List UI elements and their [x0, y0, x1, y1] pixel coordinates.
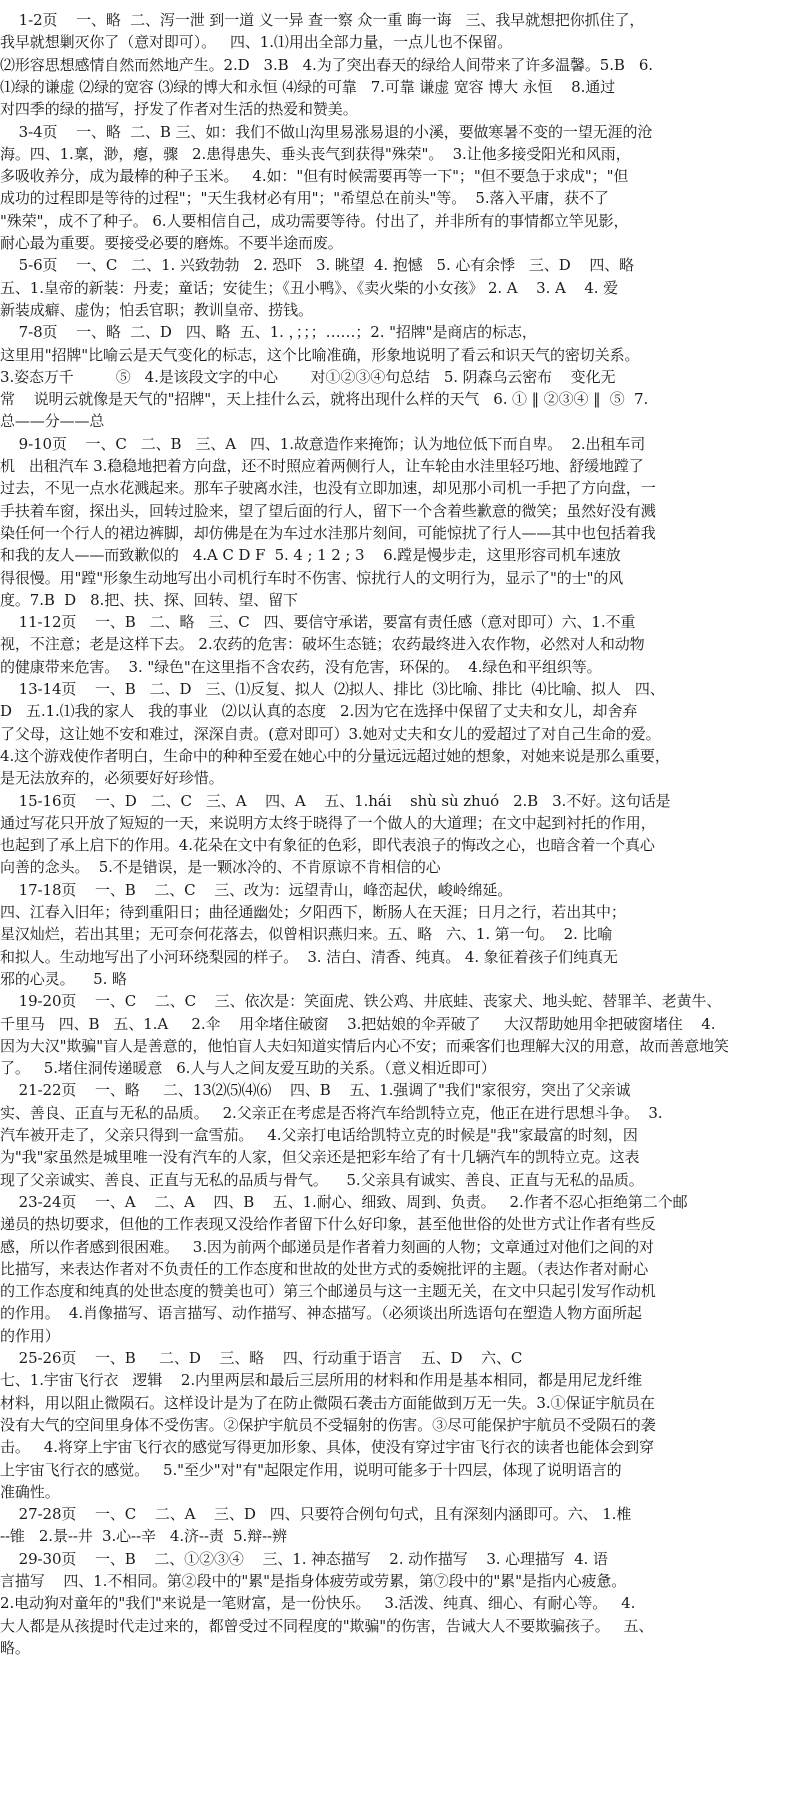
text-line: 也起到了承上启下的作用。4.花朵在文中有象征的色彩，即代表浪子的悔改之心，也暗含着一个真心: [0, 836, 655, 855]
text-line: 的健康带来危害。 3. "绿色"在这里指不含农药，没有危害，环保的。 4.绿色和平组织等。: [0, 657, 602, 676]
text-line: 大人都是从孩提时代走过来的，都曾受过不同程度的"欺骗"的伤害，告诫大人不要欺骗孩子。 五、: [0, 1616, 654, 1635]
text-line: 递员的热切要求，但他的工作表现又没给作者留下什么好印象，甚至他世俗的处世方式让作者有些反: [0, 1215, 656, 1234]
text-line: 机 出租汽车 3.稳稳地把着方向盘，还不时照应着两侧行人，让车轮由水洼里轻巧地、舒缓地蹚了: [0, 457, 644, 475]
text-line: 13-14页 一、B 二、D 三、⑴反复、拟人 ⑵拟人、排比 ⑶比喻、排比 ⑷比喻、拟人 四、: [0, 680, 665, 698]
text-line: 多吸收养分，成为最棒的种子玉米。 4.如："但有时候需要再等一下"；"但不要急于求成"；"但: [0, 167, 629, 186]
text-line: 略。: [0, 1638, 30, 1657]
text-line: 对四季的绿的描写，抒发了作者对生活的热爱和赞美。: [0, 100, 358, 119]
text-line: 现了父亲诚实、善良、正直与无私的品质与骨气。 5.父亲具有诚实、善良、正直与无私的品质。: [0, 1170, 644, 1189]
text-line: "殊荣"，成不了种子。 6.人要相信自己，成功需要等待。付出了，并非所有的事情都立竿见影，: [0, 211, 629, 230]
text-line: 4.这个游戏使作者明白，生命中的种种至爱在她心中的分量远远超过她的想象，对她来说是那么重要，: [0, 746, 670, 765]
text-line: 3.姿态万千 ⑤ 4.是该段文字的中心 对①②③④句总结 5. 阴森乌云密布 变化无: [0, 367, 616, 386]
text-line: 上宇宙飞行衣的感觉。 5."至少"对"有"起限定作用，说明可能多于十四层，体现了说明语言的: [0, 1460, 622, 1479]
text-line: 和我的友人——而致歉似的 4.A C D F 5. 4 ; 1 2 ; 3 6.蹚是慢步走，这里形容司机车速放: [0, 546, 621, 565]
text-line: 手扶着车窗，探出头，回转过脸来，望了望后面的行人，留下一个含着些歉意的微笑；虽然好没有溅: [0, 501, 656, 520]
text-line: 25-26页 一、B 二、D 三、略 四、行动重于语言 五、D 六、C: [0, 1349, 523, 1367]
text-line: 为"我"家虽然是城里唯一没有汽车的人家，但父亲还是把彩车给了有十几辆汽车的凯特立克。这表: [0, 1148, 640, 1167]
text-line: 感，所以作者感到很困难。 3.因为前两个邮递员是作者着力刻画的人物；文章通过对他们之间的对: [0, 1237, 654, 1256]
text-line: 过去，不见一点水花溅起来。那车子驶离水洼，也没有立即加速，却见那小司机一手把了方向盘，一: [0, 479, 656, 498]
text-line: 因为大汉"欺骗"盲人是善意的，他怕盲人夫妇知道实情后内心不安；而乘客们也理解大汉的用意，故而善意地笑: [0, 1036, 729, 1055]
text-line: 这里用"招牌"比喻云是天气变化的标志，这个比喻准确，形象地说明了看云和识天气的密切关系。: [0, 345, 640, 364]
text-line: 11-12页 一、B 二、略 三、C 四、要信守承诺，要富有责任感（意对即可）六、1.不重: [0, 613, 636, 632]
text-line: D 五.1.⑴我的家人 我的事业 ⑵以认真的态度 2.因为它在选择中保留了丈夫和女儿，却舍弃: [0, 702, 638, 721]
text-line: 27-28页 一、C 二、A 三、D 四、只要符合例句句式，且有深刻内涵即可。六、 1.椎: [0, 1505, 632, 1524]
text-line: 千里马 四、B 五、1.A 2.伞 用伞堵住破窗 3.把姑娘的伞弄破了 大汉帮助她用伞把破窗堵住 4.: [0, 1014, 716, 1033]
text-line: 击。 4.将穿上宇宙飞行衣的感觉写得更加形象、具体，使没有穿过宇宙飞行衣的读者也能体会到穿: [0, 1438, 654, 1457]
text-line: 实、善良、正直与无私的品质。 2.父亲正在考虑是否将汽车给凯特立克，他正在进行思想斗争。 3.: [0, 1103, 663, 1122]
text-line: --锥 2.景--井 3.心--辛 4.济--责 5.辩--辨: [0, 1527, 287, 1546]
text-line: 邪的心灵。 5. 略: [0, 969, 127, 988]
text-line: 五、1.皇帝的新装：丹麦；童话；安徒生；《丑小鸭》、《卖火柴的小女孩》 2. A 3. A 4. 爱: [0, 278, 619, 297]
text-line: 度。7.B D 8.把、扶、探、回转、望、留下: [0, 590, 298, 609]
text-line: 成功的过程即是等待的过程"；"天生我材必有用"；"希望总在前头"等。 5.落入平庸，获不了: [0, 189, 609, 208]
text-line: 21-22页 一、略 二、13⑵⑸⑷⑹ 四、B 五、1.强调了"我们"家很穷，突出了父亲诚: [0, 1081, 631, 1100]
text-line: 汽车被开走了，父亲只得到一盒雪茄。 4.父亲打电话给凯特立克的时候是"我"家最富的时刻，因: [0, 1126, 638, 1144]
text-line: 总——分——总: [0, 412, 105, 431]
text-line: 材料，用以阻止微陨石。这样设计是为了在防止微陨石袭击方面能做到万无一失。3.①保证宇航员在: [0, 1393, 655, 1412]
text-line: ⑴绿的谦虚 ⑵绿的宽容 ⑶绿的博大和永恒 ⑷绿的可靠 7.可靠 谦虚 宽容 博大 永恒 8.通过: [0, 77, 616, 96]
text-line: 耐心最为重要。要接受必要的磨炼。不要半途而废。: [0, 234, 343, 252]
text-line: 3-4页 一、略 二、B 三、如：我们不做山沟里易涨易退的小溪，要做寒暑不变的一望无涯的沧: [0, 122, 653, 141]
text-line: 准确性。: [0, 1482, 60, 1501]
text-line: ⑵形容思想感情自然而然地产生。2.D 3.B 4.为了突出春天的绿给人间带来了许多温馨。5.B 6.: [0, 55, 653, 74]
text-line: 17-18页 一、B 二、C 三、改为：远望青山，峰峦起伏，峻岭绵延。: [0, 880, 513, 899]
text-line: 29-30页 一、B 二、①②③④ 三、1. 神态描写 2. 动作描写 3. 心理描写 4. 语: [0, 1549, 608, 1568]
text-line: 23-24页 一、A 二、A 四、B 五、1.耐心、细致、周到、负责。 2.作者不忍心拒绝第二个邮: [0, 1192, 688, 1211]
text-line: 5-6页 一、C 二、1. 兴致勃勃 2. 恐吓 3. 眺望 4. 抱憾 5. 心有余悸 三、D 四、略: [0, 256, 635, 275]
text-line: 言描写 四、1.不相同。第②段中的"累"是指身体疲劳或劳累，第⑦段中的"累"是指内心疲惫。: [0, 1572, 627, 1590]
text-line: 19-20页 一、C 二、C 三、依次是：笑面虎、铁公鸡、井底蛙、丧家犬、地头蛇、替罪羊、老黄牛、: [0, 992, 722, 1011]
text-line: 和拟人。生动地写出了小河环绕梨园的样子。 3. 洁白、清香、纯真。 4. 象征着孩子们纯真无: [0, 947, 618, 966]
text-line: 15-16页 一、D 二、C 三、A 四、A 五、1.hái shù sù zhuó 2.B 3.不好。这句话是: [0, 791, 671, 810]
text-line: 染任何一个行人的裙边裤脚，却仿佛是在为车过水洼那片刻间，可能惊扰了行人——其中也包括着我: [0, 523, 656, 542]
text-line: 1-2页 一、略 二、泻一泄 到一道 义一异 查一察 众一重 晦一诲 三、我早就想把你抓住了，: [0, 11, 645, 29]
text-line: 星汉灿烂，若出其里；无可奈何花落去，似曾相识燕归来。五、略 六、1. 第一句。 2. 比喻: [0, 925, 613, 944]
text-line: 是无法放弃的，必须要好好珍惜。: [0, 769, 224, 788]
text-line: 我早就想剿灭你了（意对即可）。 四、1.⑴用出全部力量，一点儿也不保留。: [0, 33, 513, 52]
text-line: 了。 5.堵住洞传递暖意 6.人与人之间友爱互助的关系。（意义相近即可）: [0, 1059, 496, 1078]
text-line: 向善的念头。 5.不是错误，是一颗冰冷的、不肯原谅不肯相信的心: [0, 858, 441, 877]
text-line: 海。四、1.稟，渺，瘪，骤 2.患得患失、垂头丧气到获得"殊荣"。 3.让他多接受阳光和风雨，: [0, 144, 631, 163]
text-line: 得很慢。用"蹚"形象生动地写出小司机行车时不伤害、惊扰行人的文明行为，显示了"的士"的风: [0, 568, 624, 587]
text-line: 2.电动狗对童年的"我们"来说是一笔财富，是一份快乐。 3.活泼、纯真、细心、有耐心等。 4.: [0, 1594, 636, 1613]
text-line: 视，不注意；老是这样下去。 2.农药的危害：破坏生态链；农药最终进入农作物，必然对人和动物: [0, 635, 645, 654]
text-line: 的工作态度和纯真的处世态度的赞美也可）第三个邮递员与这一主题无关，在文中只起引发写作动机: [0, 1282, 656, 1301]
text-line: 七、1.宇宙飞行衣 逻辑 2.内里两层和最后三层所用的材料和作用是基本相同，都是用尼龙纤维: [0, 1371, 643, 1390]
text-line: 比描写，来表达作者对不负责任的工作态度和世故的处世方式的委婉批评的主题。（表达作者对耐心: [0, 1259, 649, 1278]
text-line: 的作用。 4.肖像描写、语言描写、动作描写、神态描写。（必须谈出所选语句在塑造人物方面所起: [0, 1304, 642, 1323]
text-line: 了父母，这让她不安和难过，深深自责。(意对即可）3.她对丈夫和女儿的爱超过了对自己生命的爱。: [0, 724, 661, 743]
text-line: 没有大气的空间里身体不受伤害。②保护宇航员不受辐射的伤害。③尽可能保护宇航员不受陨石的袭: [0, 1415, 656, 1434]
text-line: 通过写花只开放了短短的一天，来说明方太终于晓得了一个做人的大道理；在文中起到衬托的作用，: [0, 813, 656, 832]
text-line: 常 说明云就像是天气的"招牌"，天上挂什么云，就将出现什么样的天气 6. ① ‖ ②③④ ‖ ⑤ 7.: [0, 390, 649, 409]
text-line: 的作用）: [0, 1326, 60, 1345]
text-line: 四、江春入旧年；待到重阳日；曲径通幽处；夕阳西下，断肠人在天涯；日月之行，若出其中；: [0, 903, 626, 921]
text-line: 9-10页 一、C 二、B 三、A 四、1.故意造作来掩饰；认为地位低下而自卑。 2.出租车司: [0, 434, 646, 453]
text-line: 7-8页 一、略 二、D 四、略 五、1. ，；；；……；2. "招牌"是商店的标志，: [0, 323, 537, 342]
text-line: 新装成癖、虚伪；怕丢官职；教训皇帝、捞钱。: [0, 300, 313, 319]
